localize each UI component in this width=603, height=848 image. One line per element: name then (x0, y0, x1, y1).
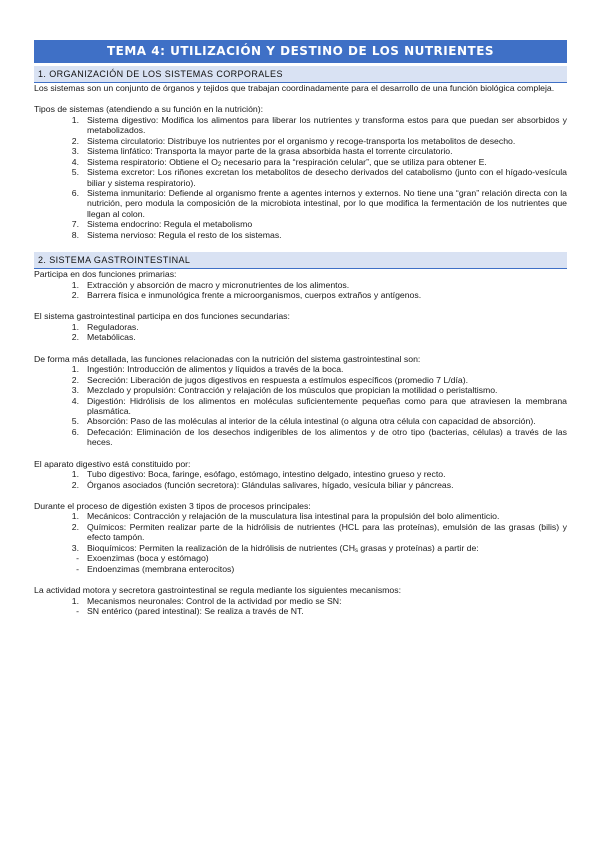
list-item: 3. Bioquímicos: Permiten la realización de la hidrólisis de nutrientes ($CH_s$ grasas y proteínas) a partir de: (71, 542, 479, 554)
list-item: 2. Órganos asociados (función secretora): Glándulas salivares, hígado, vesícula biliar y páncreas. (71, 479, 454, 490)
processes-list (34, 511, 567, 574)
apparatus-title: El aparato digestivo está constituido por: (34, 458, 191, 469)
secondary-functions-title: El sistema gastrointestinal participa en dos funciones secundarias: (34, 311, 290, 322)
document-title: TEMA 4: UTILIZACIÓN Y DESTINO DE LOS NUTRIENTES (34, 40, 567, 63)
list-item: 2. Secreción: Liberación de jugos digestivos en respuesta a estímulos específicos (promedio 7 L/día). (71, 374, 469, 385)
section-heading-2: 2. SISTEMA GASTROINTESTINAL (34, 252, 567, 269)
detailed-functions-list (34, 364, 567, 448)
list-item: 3. Mezclado y propulsión: Contracción y relajación de los músculos que propician la motilidad o peristaltismo. (71, 385, 498, 396)
regulation-list (34, 596, 567, 617)
list-item: 1. Tubo digestivo: Boca, faringe, esófago, estómago, intestino delgado, intestino grueso y recto. (71, 469, 446, 480)
section1-types-title: Tipos de sistemas (atendiendo a su función en la nutrición): (34, 104, 264, 115)
list-item: 7. Sistema endocrino: Regula el metabolismo (71, 219, 253, 230)
primary-functions-title: Participa en dos funciones primarias: (34, 269, 177, 280)
apparatus-list (34, 469, 567, 490)
section1-intro: Los sistemas son un conjunto de órganos y tejidos que trabajan coordinadamente para el desarrollo de una función biológica compleja. (34, 83, 555, 93)
list-item: 1. Reguladoras. (71, 321, 139, 332)
list-item: 5. Absorción: Paso de las moléculas al interior de la célula intestinal (o alguna otra célula con capacidad de absorción). (71, 416, 536, 427)
detailed-functions-title: De forma más detallada, las funciones relacionadas con la nutrición del sistema gastrointestinal son: (34, 353, 421, 364)
list-item: 3. Sistema linfático: Transporta la mayor parte de la grasa absorbida hasta el torrente circulatorio. (71, 146, 453, 157)
list-item: 1. Mecánicos: Contracción y relajación de la musculatura lisa intestinal para la propulsión del bolo alimenticio. (71, 511, 500, 522)
list-item: 1. Extracción y absorción de macro y micronutrientes de los alimentos. (71, 279, 350, 290)
list-item: - Endoenzimas (membrana enterocitos) (76, 563, 235, 574)
list-item: 2. Barrera física e inmunológica frente a microorganismos, cuerpos extraños y antígenos. (71, 290, 422, 300)
processes-title: Durante el proceso de digestión existen 3 tipos de procesos principales: (34, 501, 311, 511)
list-item: 2. Metabólicas. (71, 332, 136, 343)
list-item: 2. Sistema circulatorio: Distribuye los nutrientes por el organismo y recoge-transporta los metabolitos de desecho. (71, 135, 516, 146)
list-item: 1. Mecanismos neuronales: Control de la actividad por medio se SN: (71, 595, 342, 606)
primary-functions-list (34, 280, 567, 301)
document-page (34, 40, 567, 616)
list-item: 1. Sistema digestivo: Modifica los alimentos para liberar los nutrientes y transforma estos para que puedan ser absorbidos y metabolizados. (71, 114, 567, 136)
regulation-title: La actividad motora y secretora gastrointestinal se regula mediante los siguientes mecanismos: (34, 585, 401, 596)
list-item: 4. Sistema respiratorio: Obtiene el $O_2$ necesario para la “respiración celular”, que se utiliza para obtener E. (71, 156, 487, 168)
list-item: 6. Defecación: Eliminación de los desechos indigeribles de los alimentos y de otro tipo (bacterias, células) a través de las heces. (71, 426, 567, 448)
list-item: 2. Químicos: Permiten realizar parte de la hidrólisis de nutrientes (HCL para las proteínas), emulsión de las grasas (bilis) y efecto tampón. (71, 521, 567, 543)
list-item: - Exoenzimas (boca y estómago) (76, 553, 209, 564)
list-item: 6. Sistema inmunitario: Defiende al organismo frente a agentes internos y externos. No tiene una “gran” relación directa con la nutrición, pero modula la composición de la microbiota intestinal, por lo que modifica la fermentación de los nutrientes que llegan al colon. (71, 187, 567, 219)
list-item: 1. Ingestión: Introducción de alimentos y líquidos a través de la boca. (71, 364, 344, 375)
list-item: 5. Sistema excretor: Los riñones excretan los metabolitos de desecho derivados del catabolismo (junto con el hígado-vesícula biliar y sistema respiratorio). (71, 167, 567, 188)
systems-list (34, 115, 567, 240)
list-item: 8. Sistema nervioso: Regula el resto de los sistemas. (71, 229, 282, 240)
secondary-functions-list (34, 322, 567, 343)
list-item: - SN entérico (pared intestinal): Se realiza a través de NT. (76, 605, 304, 616)
list-item: 4. Digestión: Hidrólisis de los alimentos en moléculas suficientemente pequeñas como para que atraviesen la membrana plasmática. (71, 395, 567, 416)
section-heading-1: 1. ORGANIZACIÓN DE LOS SISTEMAS CORPORALES (34, 66, 567, 83)
